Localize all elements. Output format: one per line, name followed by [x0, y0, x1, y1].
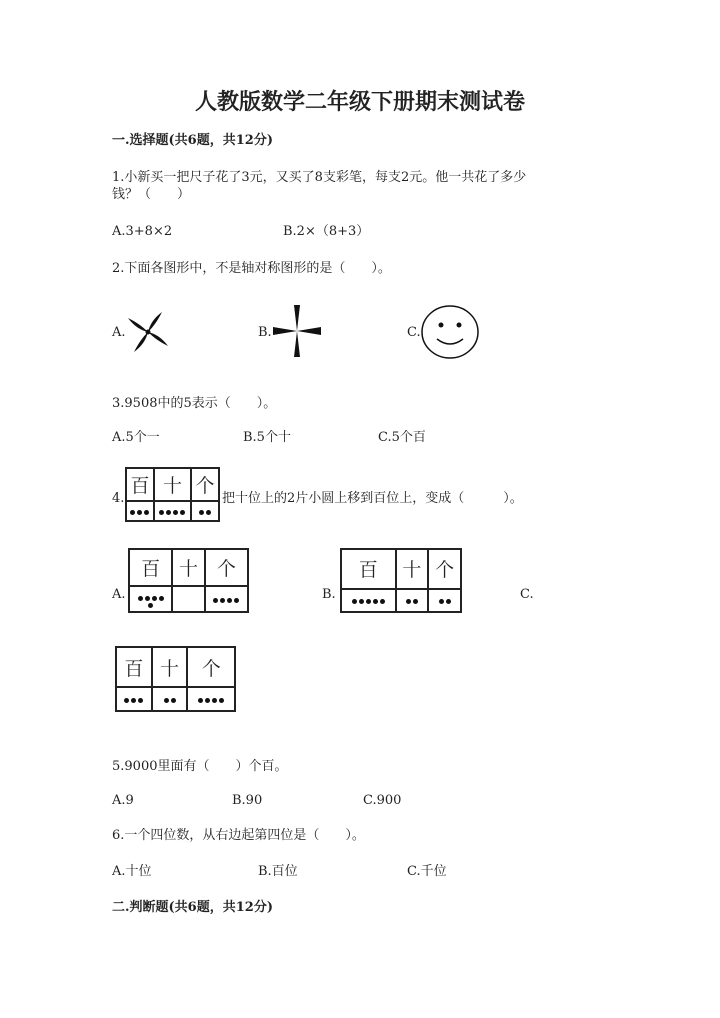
place-header: 十 — [172, 549, 204, 586]
place-value-chart-option-c — [115, 646, 236, 712]
counter-dot — [173, 510, 178, 515]
counter-cell — [152, 687, 188, 711]
place-header: 个 — [205, 549, 248, 586]
counter-dot — [205, 698, 210, 703]
place-value-chart-option-a — [128, 548, 249, 613]
option-b: B.90 — [232, 793, 263, 808]
option-b: B.百位 — [258, 864, 298, 879]
counter-dot — [366, 599, 371, 604]
counter-dot — [171, 698, 176, 703]
counter-dot — [219, 698, 224, 703]
place-header: 百 — [341, 549, 396, 589]
place-value-chart-option-b — [340, 548, 462, 613]
question-6-text: 6.一个四位数，从右边起第四位是（ ）。 — [112, 828, 365, 843]
counter-dot — [352, 599, 357, 604]
counter-dot — [213, 598, 218, 603]
option-b: B.5个十 — [243, 430, 291, 445]
smiley-face-icon — [420, 304, 480, 360]
place-header: 十 — [152, 647, 188, 687]
place-header: 个 — [428, 549, 461, 589]
counter-dot — [159, 510, 164, 515]
option-b: B.2×（8+3） — [283, 224, 370, 239]
counter-cell — [205, 586, 248, 612]
option-c: C.千位 — [407, 864, 447, 879]
page-title: 人教版数学二年级下册期末测试卷 — [194, 89, 525, 115]
option-c: C. — [520, 587, 534, 602]
counter-cell — [187, 687, 235, 711]
counter-cell — [172, 586, 204, 612]
counter-dot — [413, 599, 418, 604]
place-header: 十 — [396, 549, 429, 589]
counter-dot — [166, 510, 171, 515]
option-a: A. — [112, 325, 126, 340]
place-header: 个 — [187, 647, 235, 687]
counter-dot — [380, 599, 385, 604]
counter-dot — [220, 598, 225, 603]
question-4-number: 4. — [112, 491, 125, 506]
counter-dot — [234, 598, 239, 603]
counter-dot — [180, 510, 185, 515]
counter-dot — [446, 599, 451, 604]
counter-dot — [199, 510, 204, 515]
counter-dot — [145, 596, 150, 601]
counter-cell — [129, 586, 172, 612]
counter-dot — [130, 510, 135, 515]
option-a: A. — [112, 587, 126, 602]
counter-dot — [124, 698, 129, 703]
place-header: 百 — [126, 468, 154, 501]
section-heading: 一.选择题(共6题，共12分) — [112, 133, 273, 148]
place-header: 个 — [191, 468, 219, 501]
counter-dot — [138, 698, 143, 703]
counter-dot — [227, 598, 232, 603]
option-a: A.5个一 — [112, 430, 160, 445]
question-2-text: 2.下面各图形中，不是轴对称图形的是（ ）。 — [112, 261, 391, 276]
counter-dot — [212, 698, 217, 703]
option-c: C.900 — [363, 793, 402, 808]
section-heading: 二.判断题(共6题，共12分) — [112, 900, 273, 915]
counter-dot — [138, 596, 143, 601]
option-a: A.十位 — [112, 864, 152, 879]
counter-cell — [116, 687, 152, 711]
counter-dot — [439, 599, 444, 604]
counter-dot — [206, 510, 211, 515]
counter-cell — [396, 589, 429, 612]
question-5-text: 5.9000里面有（ ）个百。 — [112, 759, 288, 774]
option-b: B. — [258, 325, 272, 340]
counter-dot — [198, 698, 203, 703]
counter-dot — [159, 596, 164, 601]
cross-blades-icon — [272, 304, 322, 358]
option-a: A.3+8×2 — [112, 224, 173, 239]
counter-dot — [131, 698, 136, 703]
counter-dot — [359, 599, 364, 604]
counter-dot — [164, 698, 169, 703]
place-header: 十 — [154, 468, 191, 501]
counter-cell — [154, 501, 191, 521]
counter-dot — [144, 510, 149, 515]
question-1-text: 1.小新买一把尺子花了3元，又买了8支彩笔，每支2元。他一共花了多少 — [112, 170, 527, 185]
counter-dot — [373, 599, 378, 604]
place-value-chart-given — [125, 467, 220, 522]
counter-cell — [428, 589, 461, 612]
counter-dot — [137, 510, 142, 515]
option-c: C.5个百 — [378, 430, 426, 445]
option-b: B. — [322, 587, 336, 602]
counter-cell — [341, 589, 396, 612]
counter-cell — [126, 501, 154, 521]
place-header: 百 — [129, 549, 172, 586]
pinwheel-icon — [122, 306, 174, 358]
question-1-text-cont: 钱？（ ） — [112, 187, 191, 202]
counter-cell — [191, 501, 219, 521]
option-a: A.9 — [112, 793, 134, 808]
counter-dot — [148, 603, 153, 608]
counter-dot — [406, 599, 411, 604]
counter-dot — [152, 596, 157, 601]
question-3-text: 3.9508中的5表示（ ）。 — [112, 396, 277, 411]
question-4-text: 把十位上的2片小圆上移到百位上，变成（ ）。 — [222, 491, 523, 506]
option-c: C. — [407, 325, 421, 340]
place-header: 百 — [116, 647, 152, 687]
